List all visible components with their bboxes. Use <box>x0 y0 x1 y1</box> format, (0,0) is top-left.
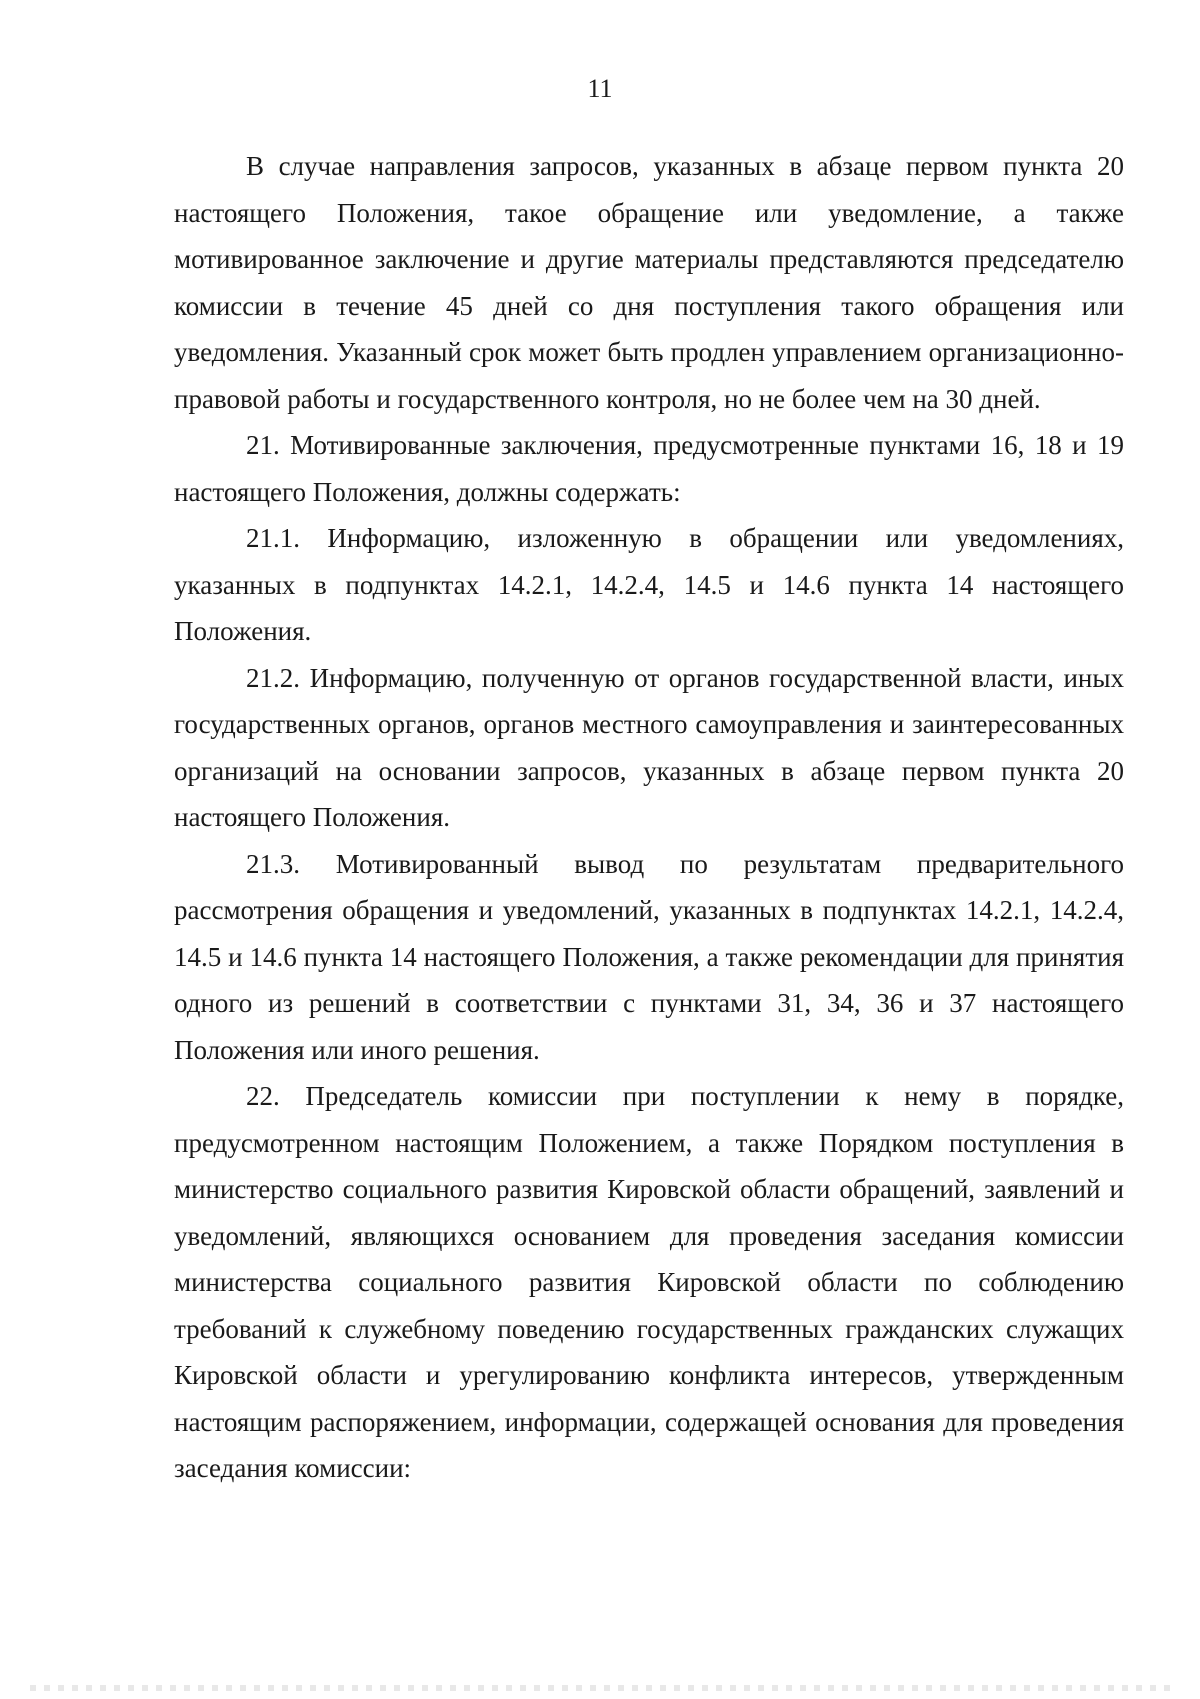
page-number: 11 <box>587 74 613 103</box>
paragraph-21-3: 21.3. Мотивированный вывод по результатам предварительного рассмотрения обращения и уведомлений, указанных в подпунктах 14.2.1, 14.2.4, 14.5 и 14.6 пункта 14 настоящего Положения, а также рекомендации для принятия одного из решений в соответствии с пунктами 31, 34, 36 и 37 настоящего Положения или иного решения. <box>174 848 1124 1065</box>
scan-edge-artifact <box>30 1685 1170 1691</box>
paragraph-21: 21. Мотивированные заключения, предусмотренные пунктами 16, 18 и 19 настоящего Положения, должны содержать: <box>174 430 1124 507</box>
document-body <box>174 143 1124 1492</box>
paragraph-requests-deadline: В случае направления запросов, указанных в абзаце первом пункта 20 настоящего Положения, такое обращение или уведомление, а также мотивированное заключение и другие материалы представляются председателю комиссии в течение 45 дней со дня поступления такого обращения или уведомления. Указанный срок может быть продлен управлением организационно-правовой работы и государственного контроля, но не более чем на 30 дней. <box>174 151 1124 414</box>
paragraph-21-1: 21.1. Информацию, изложенную в обращении или уведомлениях, указанных в подпунктах 14.2.1, 14.2.4, 14.5 и 14.6 пункта 14 настоящего Положения. <box>174 523 1124 646</box>
paragraph-22: 22. Председатель комиссии при поступлении к нему в порядке, предусмотренном настоящим Положением, а также Порядком поступления в министерство социального развития Кировской области обращений, заявлений и уведомлений, являющихся основанием для проведения заседания комиссии министерства социального развития Кировской области по соблюдению требований к служебному поведению государственных гражданских служащих Кировской области и урегулированию конфликта интересов, утвержденным настоящим распоряжением, информации, содержащей основания для проведения заседания комиссии: <box>174 1081 1124 1483</box>
paragraph-21-2: 21.2. Информацию, полученную от органов государственной власти, иных государственных органов, органов местного самоуправления и заинтересованных организаций на основании запросов, указанных в абзаце первом пункта 20 настоящего Положения. <box>174 662 1124 832</box>
